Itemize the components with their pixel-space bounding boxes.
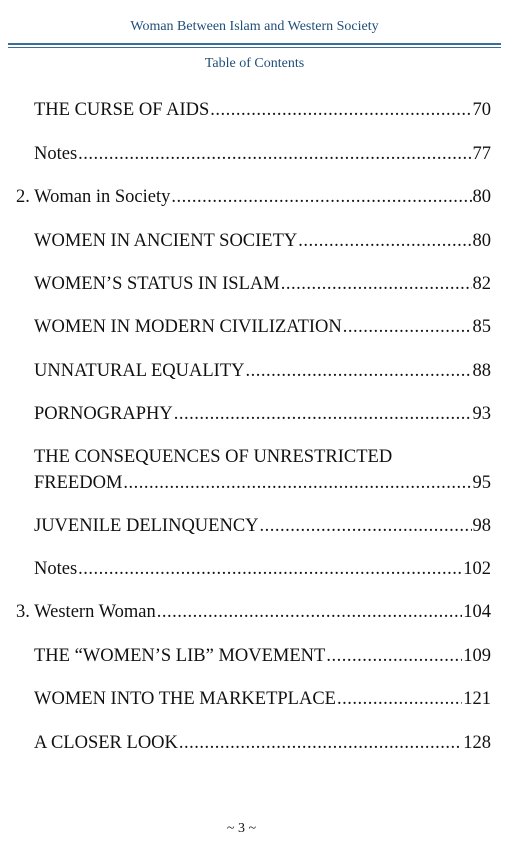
toc-entry[interactable] (34, 97, 491, 123)
toc-entry-page: 121 (463, 689, 491, 709)
toc-leader-dots (179, 730, 462, 756)
toc-entry-page: 109 (463, 646, 491, 666)
toc-entry-page: 95 (472, 473, 491, 493)
toc-leader-dots (246, 358, 472, 384)
toc-entry-title: Notes (34, 559, 78, 579)
toc-leader-dots (326, 643, 462, 669)
toc-entry-page: 93 (472, 404, 491, 424)
toc-entry-page: 80 (472, 231, 491, 251)
toc-entry-title: 2. Woman in Society (16, 187, 171, 207)
toc-entry[interactable] (34, 271, 491, 297)
toc-leader-dots (174, 401, 472, 427)
toc-entry-page: 128 (463, 733, 491, 753)
toc-entry-page: 85 (472, 317, 491, 337)
toc-entry-page: 80 (472, 187, 491, 207)
toc-entry-page: 88 (472, 361, 491, 381)
toc-entry-title: WOMEN IN ANCIENT SOCIETY (34, 231, 298, 251)
toc-entry-title: WOMEN IN MODERN CIVILIZATION (34, 317, 342, 337)
toc-entry[interactable] (34, 401, 491, 427)
toc-chapter-entry[interactable] (16, 599, 491, 625)
toc-leader-dots (343, 314, 472, 340)
toc-entry-title: WOMEN’S STATUS IN ISLAM (34, 274, 280, 294)
toc-entry[interactable] (34, 686, 491, 712)
toc-entry[interactable] (34, 730, 491, 756)
toc-entry-title: THE CURSE OF AIDS (34, 100, 210, 120)
toc-leader-dots (123, 470, 471, 496)
page-number: ~ 3 ~ (226, 821, 257, 836)
toc-entry-page: 104 (463, 602, 491, 622)
toc-entry-page: 77 (472, 144, 491, 164)
toc-leader-dots (260, 513, 472, 539)
toc-entry[interactable] (34, 643, 491, 669)
toc-entry-title: THE “WOMEN’S LIB” MOVEMENT (34, 646, 326, 666)
toc-leader-dots (298, 228, 471, 254)
toc-entry[interactable] (34, 556, 491, 582)
toc-leader-dots (171, 184, 471, 210)
toc-entry-page: 70 (472, 100, 491, 120)
toc-chapter-entry[interactable] (16, 184, 491, 210)
toc-entry-title: JUVENILE DELINQUENCY (34, 516, 259, 536)
toc-entry[interactable] (34, 358, 491, 384)
toc-leader-dots (157, 599, 463, 625)
toc-entry[interactable] (34, 470, 491, 496)
toc-entry[interactable] (34, 513, 491, 539)
toc-entry-title: WOMEN INTO THE MARKETPLACE (34, 689, 336, 709)
toc-entry-title-line1[interactable]: THE CONSEQUENCES OF UNRESTRICTED (34, 447, 393, 467)
toc-leader-dots (78, 556, 462, 582)
toc-leader-dots (337, 686, 462, 712)
toc-entry-title: UNNATURAL EQUALITY (34, 361, 245, 381)
toc-entry-page: 82 (472, 274, 491, 294)
toc-entry[interactable] (34, 314, 491, 340)
toc-entry-title: 3. Western Woman (16, 602, 156, 622)
toc-entry[interactable] (34, 141, 491, 167)
toc-entry-title: Notes (34, 144, 78, 164)
toc-leader-dots (78, 141, 471, 167)
toc-entry-title: PORNOGRAPHY (34, 404, 173, 424)
running-header: Woman Between Islam and Western Society (130, 19, 379, 34)
toc-entry-page: 98 (472, 516, 491, 536)
toc-leader-dots (281, 271, 472, 297)
section-title: Table of Contents (204, 56, 305, 71)
toc-entry-title: A CLOSER LOOK (34, 733, 178, 753)
toc-entry-page: 102 (463, 559, 491, 579)
toc-entry[interactable] (34, 228, 491, 254)
toc-leader-dots (210, 97, 471, 123)
toc-entry-title: FREEDOM (34, 473, 123, 493)
